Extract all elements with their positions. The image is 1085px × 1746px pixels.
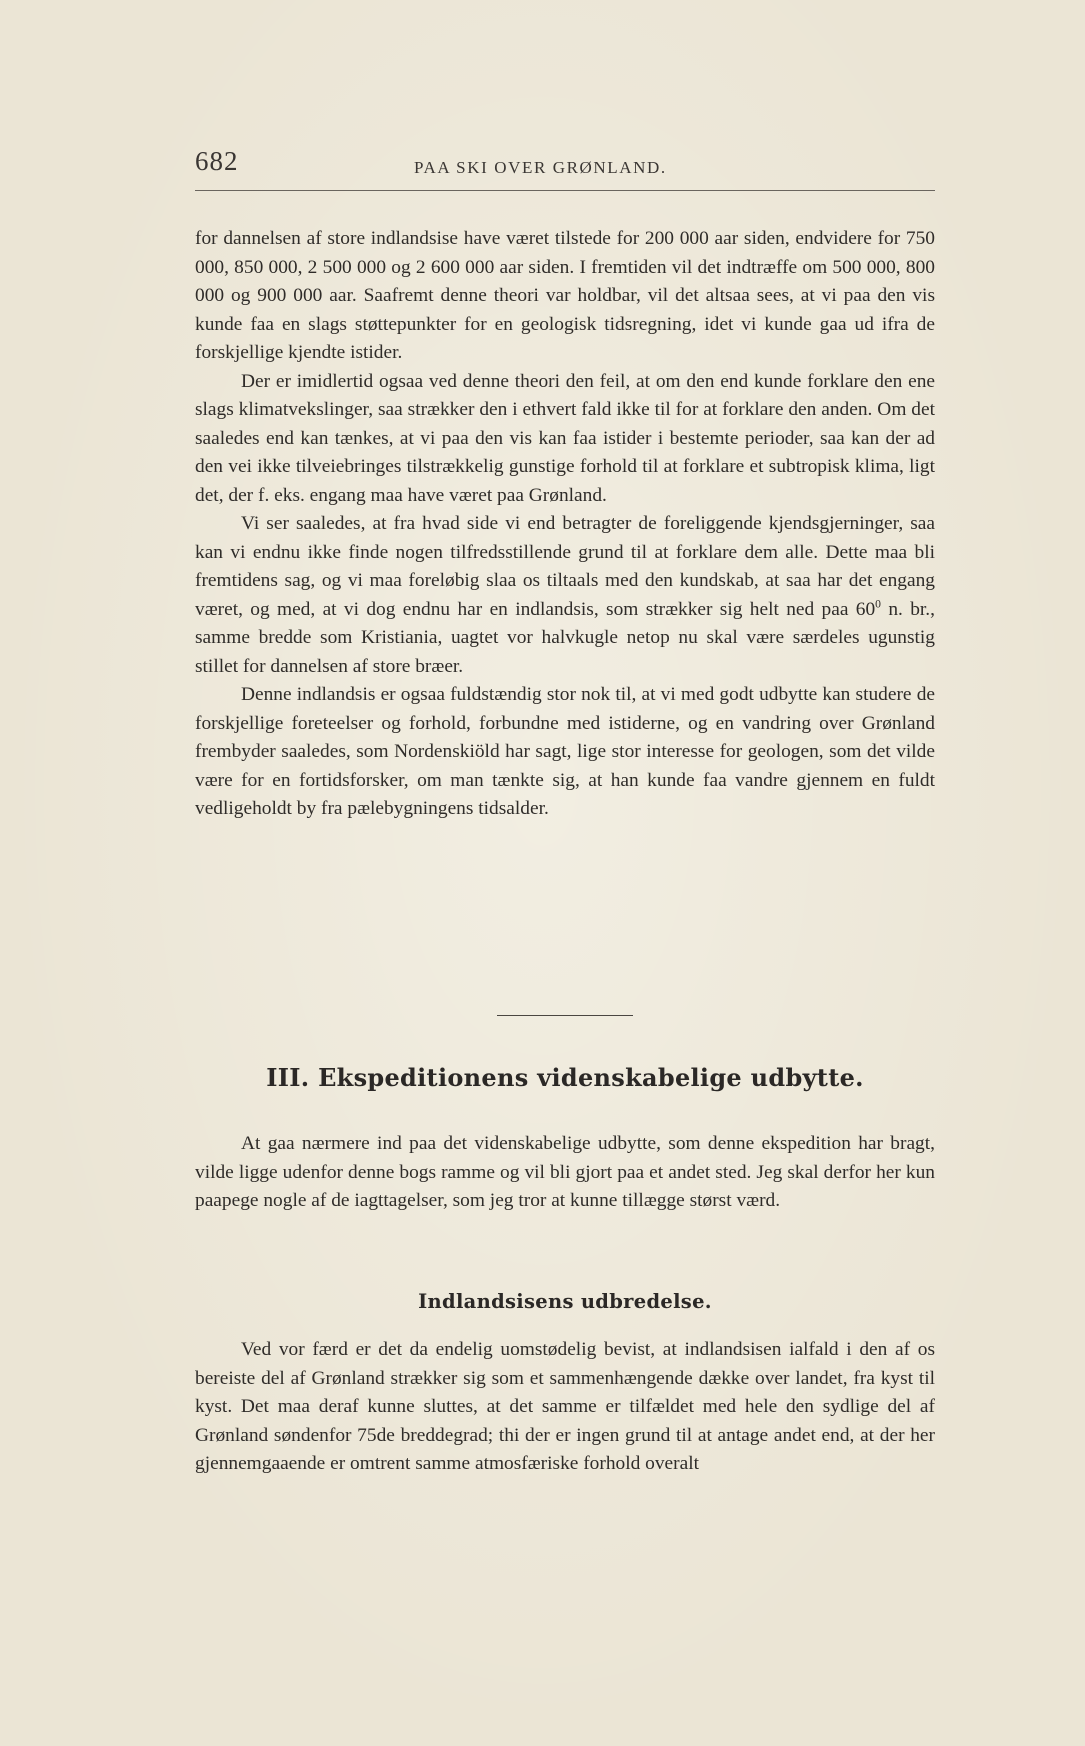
body-text-section xyxy=(195,1130,935,1216)
section-heading: III. Ekspeditionens videnskabelige udbytte. xyxy=(266,1063,864,1092)
paragraph-continuation: for dannelsen af store indlandsise have været tilstede for 200 000 aar siden, endvidere for 750 000, 850 000, 2 500 000 og 2 600 000 aar siden. I fremtiden vil det indtræffe om 500 000, 800 000 og 900 000 aar. Saafremt denne theori var holdbar, vil det altsaa sees, at vi paa den vis kunde faa en slags støttepunkter for en geologisk tidsregning, idet vi kunde gaa ud ifra de forskjellige kjendte istider. xyxy=(195,228,935,363)
body-text-subsection xyxy=(195,1336,935,1479)
paragraph xyxy=(195,510,935,681)
section-divider xyxy=(497,1015,633,1016)
paragraph: Der er imidlertid ogsaa ved denne theori den feil, at om den end kunde forklare den ene slags klimatvekslinger, saa strækker den i ethvert fald ikke til for at forklare den anden. Om det saaledes end kan tænkes, at vi paa den vis kan faa istider i bestemte perioder, saa kan der ad den vei ikke tilveiebringes tilstrækkelig gunstige forhold til at forklare et subtropisk klima, ligt det, der f. eks. engang maa have været paa Grønland. xyxy=(195,370,935,506)
book-title: PAA SKI OVER GRØNLAND. xyxy=(414,158,667,177)
paragraph: Ved vor færd er det da endelig uomstødelig bevist, at indlandsisen ialfald i den af os bereiste del af Grønland strækker sig som et sammenhængende dække over landet, fra kyst til kyst. Det maa deraf kunne sluttes, at det samme er tilfældet med hele den sydlige del af Grønland søndenfor 75de breddegrad; thi der er ingen grund til at antage andet end, at der her gjennemgaaende er omtrent samme atmosfæriske forhold overalt xyxy=(195,1339,935,1474)
paragraph-text: Vi ser saaledes, at fra hvad side vi end betragter de foreliggende kjendsgjerninger, saa kan vi endnu ikke finde nogen tilfredsstillende grund til at forklare dem alle. Dette maa bli fremtidens sag, og vi maa foreløbig slaa os tiltaals med den kundskab, at saa har det engang været, og med, at vi dog endnu har en indlandsis, som strækker sig helt ned paa 60 xyxy=(195,513,935,620)
paragraph: At gaa nærmere ind paa det videnskabelige udbytte, som denne ekspedition har bragt, vilde ligge udenfor denne bogs ramme og vil bli gjort paa et andet sted. Jeg skal derfor her kun paapege nogle af de iagttagelser, som jeg tror at kunne tillægge størst værd. xyxy=(195,1133,935,1211)
degree-superscript: 0 xyxy=(875,597,881,611)
paragraph-text-end: n. br., samme bredde som Kristiania, uagtet vor halvkugle netop nu skal være særdeles ugunstig stillet for dannelsen af store bræer. xyxy=(195,598,935,677)
running-head xyxy=(195,146,935,186)
header-rule xyxy=(195,190,935,191)
paragraph: Denne indlandsis er ogsaa fuldstændig stor nok til, at vi med godt udbytte kan studere de forskjellige foreteelser og forhold, forbundne med istiderne, og en vandring over Grønland frembyder saaledes, som Nordenskiöld har sagt, lige stor interesse for geologen, som det vilde være for en fortidsforsker, om man tænkte sig, at han kunde faa vandre gjennem en fuldt vedligeholdt by fra pælebygningens tidsalder. xyxy=(195,684,935,819)
body-text-top xyxy=(195,225,935,824)
subsection-heading: Indlandsisens udbredelse. xyxy=(418,1290,712,1313)
page-number: 682 xyxy=(195,146,239,176)
